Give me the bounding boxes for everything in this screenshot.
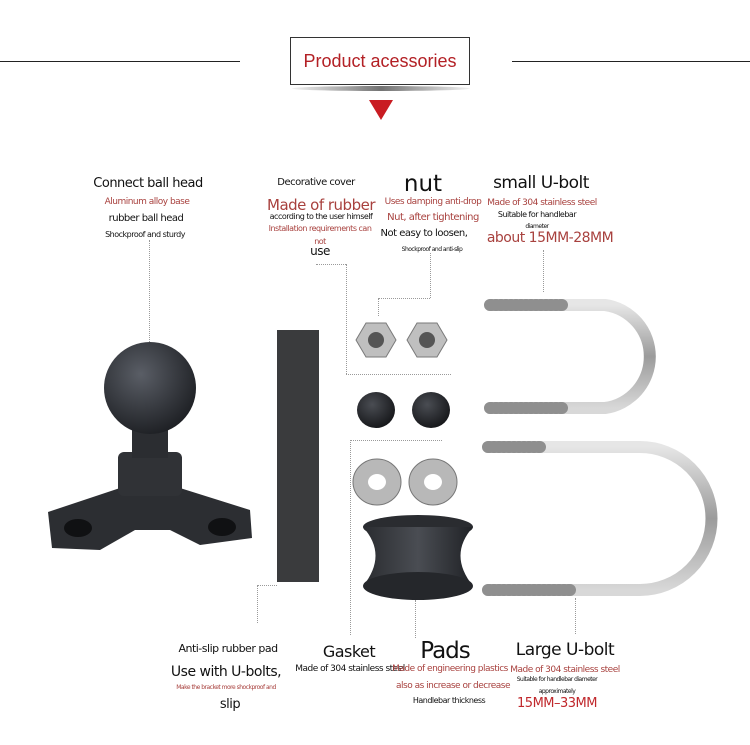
- large-ubolt-line1: Made of 304 stainless steel: [510, 665, 620, 675]
- gasket-image: [353, 459, 457, 505]
- ball-head-title: Connect ball head: [93, 176, 203, 191]
- leader-cover-h: [316, 264, 346, 265]
- leader-cover-h2: [346, 374, 451, 375]
- nut-line4: Shockproof and anti-slip: [401, 246, 463, 253]
- large-ubolt-line3: approximately: [538, 688, 576, 695]
- large-ubolt-line2: Suitable for handlebar diameter: [516, 676, 598, 683]
- nut-image: [356, 323, 447, 357]
- leader-nut-v2: [378, 298, 379, 316]
- leader-small-ubolt: [543, 250, 544, 292]
- small-ubolt-image: [490, 305, 650, 408]
- leader-gasket-h: [350, 440, 442, 441]
- leader-large-ubolt: [575, 598, 576, 634]
- rubber-pad-line3: slip: [219, 697, 241, 712]
- ball-head-image: [48, 342, 252, 550]
- gasket-title: Gasket: [322, 642, 376, 661]
- leader-nut-v: [430, 253, 431, 298]
- leader-ballhead: [149, 240, 150, 342]
- cover-line5: use: [310, 244, 330, 258]
- leader-pad-h: [257, 585, 277, 586]
- pads-line1: Made of engineering plastics: [392, 664, 508, 674]
- small-ubolt-line2: Suitable for handlebar: [497, 210, 577, 219]
- nut-line3: Not easy to loosen,: [380, 228, 468, 239]
- small-ubolt-line4: about 15MM-28MM: [486, 230, 614, 246]
- small-ubolt-title: small U-bolt: [493, 173, 589, 193]
- cover-line4: not: [314, 237, 326, 246]
- small-ubolt-line1: Made of 304 stainless steel: [487, 198, 597, 208]
- leader-pads: [415, 600, 416, 638]
- small-ubolt-line3: diameter: [525, 223, 549, 230]
- ball-head-line2: rubber ball head: [108, 213, 184, 224]
- ball-head-line3: Shockproof and sturdy: [105, 230, 185, 239]
- decorative-cap-image: [357, 392, 450, 428]
- section-title: Product acessories: [303, 51, 457, 71]
- leader-cover-v: [346, 264, 347, 374]
- rubber-pad-line2: Make the bracket more shockproof and: [176, 684, 276, 691]
- ball-head-line1: Aluminum alloy base: [104, 197, 190, 207]
- nut-line1: Uses damping anti-drop: [384, 197, 482, 207]
- gasket-line1: Made of 304 stainless steel: [295, 664, 405, 674]
- large-ubolt-image: [488, 447, 712, 590]
- leader-gasket-v: [350, 440, 351, 635]
- rubber-pad-line1: Use with U-bolts,: [170, 664, 282, 680]
- rubber-pad-title: Anti-slip rubber pad: [178, 642, 278, 655]
- large-ubolt-title: Large U-bolt: [515, 640, 615, 660]
- pad-spacer-image: [363, 515, 473, 600]
- leader-pad: [257, 585, 258, 623]
- nut-line2: Nut, after tightening: [387, 212, 479, 223]
- rubber-pad-image: [277, 330, 319, 582]
- cover-line1: Made of rubber: [267, 196, 375, 214]
- cover-line3: Installation requirements can: [268, 224, 372, 233]
- cover-line2: according to the user himself: [269, 212, 373, 221]
- cover-title: Decorative cover: [277, 177, 355, 188]
- large-ubolt-line4: 15MM–33MM: [517, 696, 597, 711]
- pads-title: Pads: [420, 638, 470, 664]
- nut-title: nut: [403, 171, 443, 197]
- pads-line3: Handlebar thickness: [412, 696, 486, 705]
- leader-nut-h: [378, 298, 430, 299]
- pads-line2: also as increase or decrease: [396, 681, 510, 691]
